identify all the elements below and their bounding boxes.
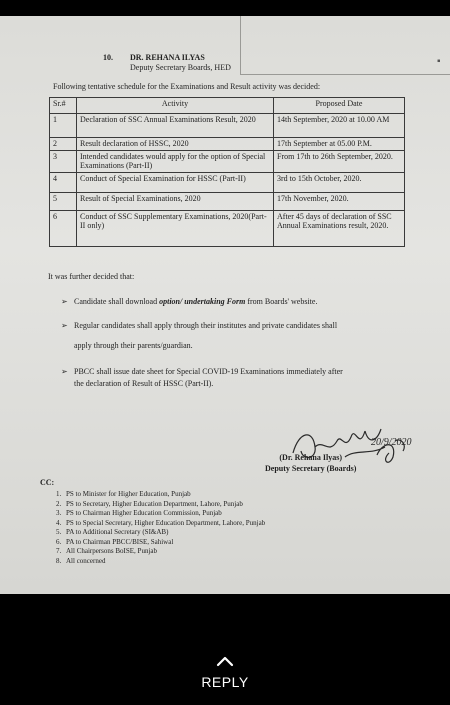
arrow-bullet-icon: ➢ bbox=[61, 297, 68, 306]
officer-designation: Deputy Secretary Boards, HED bbox=[130, 63, 231, 72]
table-row bbox=[50, 151, 405, 173]
table-row bbox=[50, 114, 405, 138]
bullet-regular-candidates: ➢ Regular candidates shall apply through their institutes and private candidates shall apply through their parents/guardian. bbox=[61, 321, 338, 350]
table-row bbox=[50, 211, 405, 247]
list-item: 3. PS to Chairman Higher Education Commission, Punjab bbox=[56, 509, 222, 517]
schedule-table bbox=[49, 97, 405, 247]
intro-text: Following tentative schedule for the Examinations and Result activity was decided: bbox=[53, 82, 321, 91]
margin-mark: ▪ bbox=[437, 56, 441, 67]
cell-sr: 5 bbox=[50, 193, 77, 211]
cell-activity: Conduct of Special Examination for HSSC (Part-II) bbox=[77, 173, 274, 193]
cc-label: CC: bbox=[40, 478, 55, 487]
cell-date: 17th November, 2020. bbox=[274, 193, 405, 211]
form-name: option/ undertaking Form bbox=[159, 297, 246, 306]
stamp-box bbox=[240, 16, 450, 75]
cell-activity: Result declaration of HSSC, 2020 bbox=[77, 138, 274, 151]
list-item: 8. All concerned bbox=[56, 556, 106, 565]
cell-activity: Declaration of SSC Annual Examinations Result, 2020 bbox=[77, 114, 274, 138]
cell-activity: Conduct of SSC Supplementary Examinations, 2020(Part-II only) bbox=[77, 211, 274, 247]
table-row bbox=[50, 138, 405, 151]
bullet-date-sheet: ➢ PBCC shall issue date sheet for Special COVID-19 Examinations immediately after the declaration of Result of HSSC (Part-II). bbox=[61, 367, 343, 388]
signatory-title: Deputy Secretary (Boards) bbox=[265, 464, 357, 473]
arrow-bullet-icon: ➢ bbox=[61, 367, 68, 376]
status-bar bbox=[0, 0, 450, 16]
cc-list bbox=[56, 490, 265, 566]
list-item: 5. PA to Additional Secretary (SI&AB) bbox=[56, 528, 169, 536]
cell-date: After 45 days of declaration of SSC Annual Examinations result, 2020. bbox=[274, 211, 405, 247]
cell-activity: Intended candidates would apply for the option of Special Examinations (Part-II) bbox=[77, 151, 274, 173]
header-activity: Activity bbox=[77, 98, 274, 114]
officer-name: DR. REHANA ILYAS bbox=[130, 53, 205, 62]
list-item: 1. PS to Minister for Higher Education, Punjab bbox=[56, 490, 191, 498]
header-sr: Sr.# bbox=[50, 98, 77, 114]
document-photo bbox=[0, 16, 450, 594]
signatory-name: (Dr. Rehana Ilyas) bbox=[279, 453, 342, 462]
header-date: Proposed Date bbox=[274, 98, 405, 114]
chevron-up-icon[interactable] bbox=[215, 655, 235, 667]
cell-sr: 6 bbox=[50, 211, 77, 247]
arrow-bullet-icon: ➢ bbox=[61, 321, 68, 330]
cell-sr: 4 bbox=[50, 173, 77, 193]
cell-sr: 1 bbox=[50, 114, 77, 138]
table-header-row bbox=[50, 98, 405, 114]
cell-date: 17th September at 05.00 P.M. bbox=[274, 138, 405, 151]
reply-button[interactable]: REPLY bbox=[201, 674, 249, 690]
list-item: 7. All Chairpersons BoISE, Punjab bbox=[56, 547, 157, 555]
table-row bbox=[50, 173, 405, 193]
cell-activity: Result of Special Examinations, 2020 bbox=[77, 193, 274, 211]
cell-date: From 17th to 26th September, 2020. bbox=[274, 151, 405, 173]
cell-date: 14th September, 2020 at 10.00 AM bbox=[274, 114, 405, 138]
further-decided-text: It was further decided that: bbox=[48, 272, 135, 281]
list-item: 2. PS to Secretary, Higher Education Department, Lahore, Punjab bbox=[56, 499, 243, 508]
list-item: 6. PA to Chairman PBCC/BISE, Sahiwal bbox=[56, 537, 174, 546]
handwritten-date: 20/9/2020 bbox=[371, 437, 412, 448]
cell-sr: 2 bbox=[50, 138, 77, 151]
bullet-download-form: ➢ Candidate shall download option/ undertaking Form from Boards' website. bbox=[61, 297, 318, 306]
cell-date: 3rd to 15th October, 2020. bbox=[274, 173, 405, 193]
signature-block bbox=[265, 452, 356, 474]
table-row bbox=[50, 193, 405, 211]
item-number: 10. bbox=[103, 53, 113, 62]
cell-sr: 3 bbox=[50, 151, 77, 173]
list-item: 4. PS to Special Secretary, Higher Education Department, Lahore, Punjab bbox=[56, 518, 266, 527]
